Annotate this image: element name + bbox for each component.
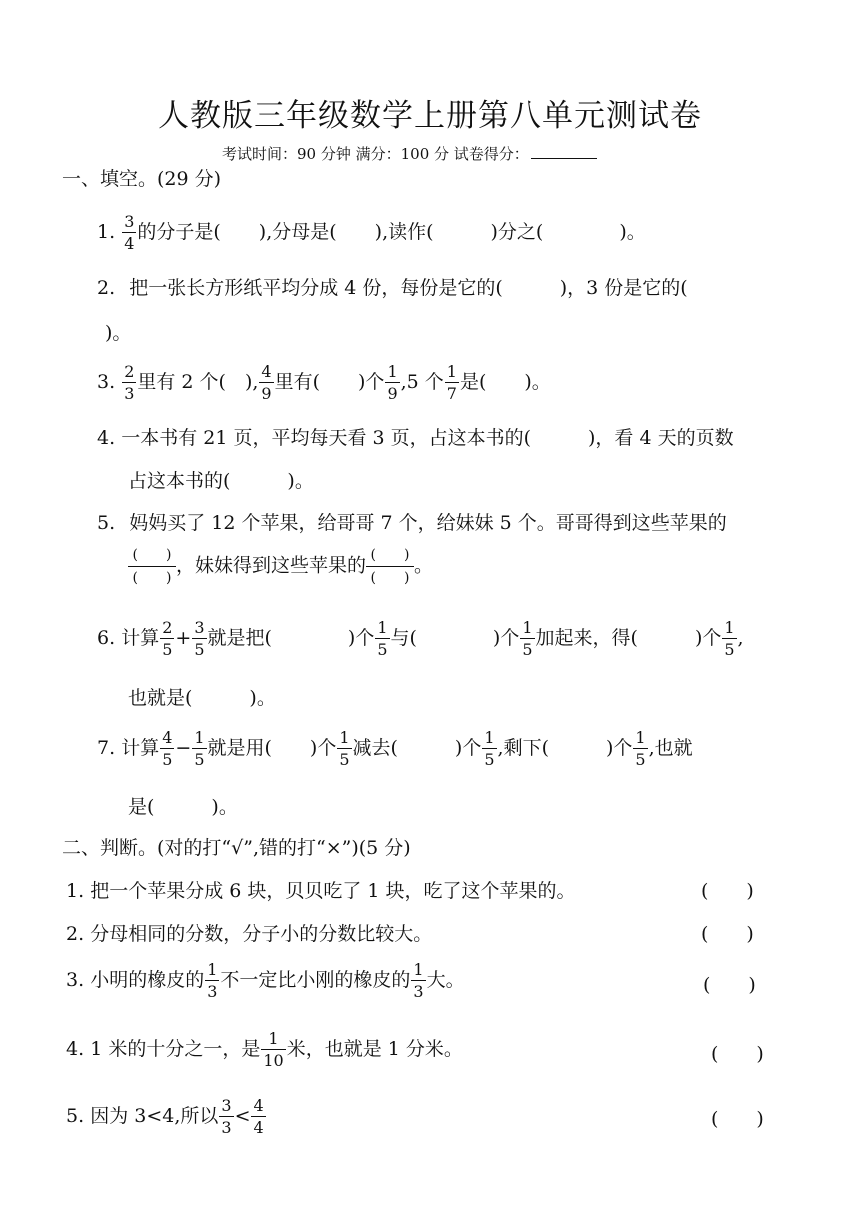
blank-fraction[interactable]: $\frac{( )}{( )}$ <box>128 548 176 585</box>
question-2-line-1 <box>97 273 688 300</box>
question-text: , <box>737 627 744 649</box>
question-text: 不一定比小刚的橡皮的 <box>220 969 411 991</box>
question-text: 减去( )个 <box>352 737 482 759</box>
question-4-line-2: 占这本书的( )。 <box>128 470 314 492</box>
question-text: 与( )个 <box>390 627 520 649</box>
fraction: $\frac{1}{3}$ <box>413 960 424 1001</box>
question-5-line-1 <box>97 508 727 535</box>
question-number: 2. <box>97 277 116 299</box>
question-text: 把一个苹果分成 6 块，贝贝吃了 1 块，吃了这个苹果的。 <box>90 880 576 902</box>
question-6-line-1 <box>97 620 744 658</box>
question-number: 4. <box>66 1038 85 1060</box>
judge-5 <box>66 1098 267 1136</box>
fraction: $\frac{1}{5}$ <box>484 728 495 769</box>
question-number: 7. <box>97 737 116 759</box>
question-text: 是( )。 <box>459 371 551 393</box>
question-5-line-2 <box>128 548 433 585</box>
question-text: 计算 <box>121 627 160 649</box>
question-text: 加起来，得( )个 <box>535 627 722 649</box>
question-number: 6. <box>97 627 116 649</box>
fraction: $\frac{1}{5}$ <box>377 618 388 659</box>
question-number: 4. <box>97 427 116 449</box>
fraction: $\frac{4}{4}$ <box>253 1096 264 1137</box>
question-text: 就是用( )个 <box>207 737 337 759</box>
fraction: $\frac{4}{5}$ <box>162 728 173 769</box>
question-text: 1 米的十分之一，是 <box>90 1038 261 1060</box>
fraction: $\frac{1}{5}$ <box>635 728 646 769</box>
question-text: ，妹妹得到这些苹果的 <box>176 554 367 577</box>
question-text: 分母相同的分数，分子小的分数比较大。 <box>90 923 433 945</box>
question-text: 的分子是( ),分母是( ),读作( )分之( )。 <box>137 221 646 243</box>
fraction: $\frac{2}{5}$ <box>162 618 173 659</box>
score-blank[interactable] <box>531 144 597 159</box>
question-text: 里有 2 个( ), <box>137 371 259 393</box>
question-7-line-1 <box>97 730 693 768</box>
fraction: $\frac{1}{5}$ <box>522 618 533 659</box>
fraction: $\frac{1}{5}$ <box>339 728 350 769</box>
fraction: $\frac{1}{5}$ <box>194 728 205 769</box>
blank-fraction[interactable]: $\frac{( )}{( )}$ <box>366 548 414 585</box>
question-text: 把一张长方形纸平均分成 4 份，每份是它的( )，3 份是它的( <box>129 277 688 299</box>
minus-sign: − <box>175 737 192 759</box>
question-text: 计算 <box>121 737 160 759</box>
section-2-heading: 二、判断。(对的打“√”,错的打“×”)(5 分) <box>62 837 411 859</box>
fraction: $\frac{1}{10}$ <box>263 1029 284 1070</box>
question-6-line-2: 也就是( )。 <box>128 687 276 709</box>
plus-sign: + <box>175 627 192 649</box>
fraction: $\frac{3}{3}$ <box>221 1096 232 1137</box>
question-4-line-1 <box>97 423 734 450</box>
page-title: 人教版三年级数学上册第八单元测试卷 <box>158 98 702 134</box>
question-text: 妈妈买了 12 个苹果，给哥哥 7 个，给妹妹 5 个。哥哥得到这些苹果的 <box>129 512 727 534</box>
fraction: $\frac{3}{4}$ <box>124 212 135 253</box>
fraction: $\frac{1}{3}$ <box>207 960 218 1001</box>
answer-paren[interactable]: ( ) <box>701 880 754 902</box>
less-than-sign: < <box>234 1105 251 1127</box>
question-text: 一本书有 21 页，平均每天看 3 页，占这本书的( )，看 4 天的页数 <box>121 427 734 449</box>
judge-4 <box>66 1031 463 1069</box>
question-2-line-2: )。 <box>105 322 132 344</box>
fraction: $\frac{1}{5}$ <box>724 618 735 659</box>
exam-info-text: 考试时间：90 分钟 满分：100 分 试卷得分： <box>222 145 529 163</box>
question-number: 1. <box>97 221 116 243</box>
fraction: $\frac{1}{7}$ <box>446 362 457 403</box>
question-text: 大。 <box>426 969 465 991</box>
question-text: ,也就 <box>648 737 693 759</box>
section-1-heading: 一、填空。(29 分) <box>62 168 222 190</box>
answer-paren[interactable]: ( ) <box>711 1043 764 1065</box>
question-text: ,剩下( )个 <box>497 737 633 759</box>
answer-paren[interactable]: ( ) <box>711 1108 764 1130</box>
question-number: 5. <box>97 512 116 534</box>
question-text: ,5 个 <box>400 371 444 393</box>
question-1 <box>97 214 646 252</box>
question-number: 3. <box>97 371 116 393</box>
question-text: 米，也就是 1 分米。 <box>286 1038 463 1060</box>
question-text: 小明的橡皮的 <box>90 969 205 991</box>
fraction: $\frac{3}{5}$ <box>194 618 205 659</box>
question-text: 因为 3<4,所以 <box>90 1105 219 1127</box>
fraction: $\frac{1}{9}$ <box>387 362 398 403</box>
fraction: $\frac{4}{9}$ <box>261 362 272 403</box>
judge-3 <box>66 962 465 1000</box>
question-number: 5. <box>66 1105 85 1127</box>
answer-paren[interactable]: ( ) <box>701 923 754 945</box>
question-text: 就是把( )个 <box>207 627 375 649</box>
exam-info <box>222 143 597 164</box>
judge-1 <box>66 876 576 903</box>
question-7-line-2: 是( )。 <box>128 796 238 818</box>
question-number: 1. <box>66 880 85 902</box>
question-3 <box>97 364 551 402</box>
question-text: 里有( )个 <box>274 371 385 393</box>
judge-2 <box>66 919 432 946</box>
question-text: 。 <box>414 554 434 577</box>
question-number: 3. <box>66 969 85 991</box>
fraction: $\frac{2}{3}$ <box>124 362 135 403</box>
question-number: 2. <box>66 923 85 945</box>
answer-paren[interactable]: ( ) <box>703 974 756 996</box>
